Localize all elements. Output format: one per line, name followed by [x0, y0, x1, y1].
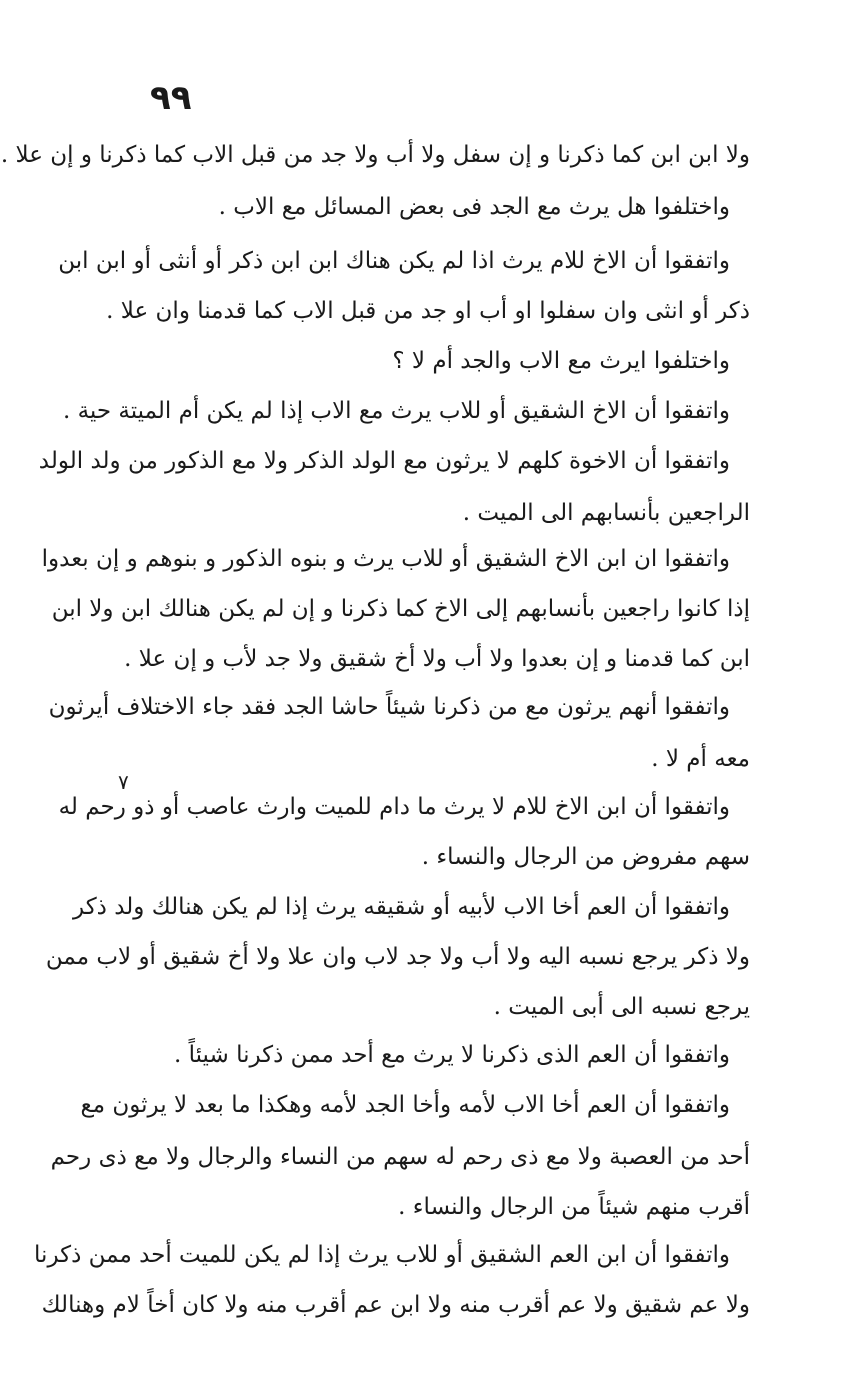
text-line: واتفقوا أن ابن العم الشقيق أو للاب يرث إذا لم يكن للميت أحد ممن ذكرنا	[34, 1242, 730, 1268]
text-line: ولا عم شقيق ولا عم أقرب منه ولا ابن عم أقرب منه ولا كان أخاً لام وهنالك	[41, 1292, 750, 1318]
text-line: سهم مفروض من الرجال والنساء .	[421, 844, 750, 870]
text-line: واتفقوا أن الاخ للام يرث اذا لم يكن هناك ابن ابن ذكر أو أنثى أو ابن ابن	[58, 248, 730, 274]
text-line: واختلفوا هل يرث مع الجد فى بعض المسائل مع الاب .	[218, 194, 730, 220]
text-line: واتفقوا أن العم أخا الاب لأمه وأخا الجد لأمه وهكذا ما بعد لا يرثون مع	[80, 1092, 730, 1118]
text-line: واختلفوا ايرث مع الاب والجد أم لا ؟	[392, 348, 730, 374]
text-line: واتفقوا أن الاخوة كلهم لا يرثون مع الولد الذكر ولا مع الذكور من ولد الولد	[38, 448, 730, 474]
text-line: إذا كانوا راجعين بأنسابهم إلى الاخ كما ذكرنا و إن لم يكن هنالك ابن ولا ابن	[51, 596, 750, 622]
text-line: أقرب منهم شيئاً من الرجال والنساء .	[398, 1194, 750, 1220]
text-line: ولا ابن ابن كما ذكرنا و إن سفل ولا أب ولا جد من قبل الاب كما ذكرنا و إن علا .	[0, 142, 750, 168]
text-line: أحد من العصبة ولا مع ذى رحم له سهم من النساء والرجال ولا مع ذى رحم	[50, 1144, 750, 1170]
text-line: واتفقوا ان ابن الاخ الشقيق أو للاب يرث و بنوه الذكور و بنوهم و إن بعدوا	[41, 546, 730, 572]
page-number: ٩٩	[150, 78, 192, 118]
text-line: ذكر أو انثى وان سفلوا او أب او جد من قبل الاب كما قدمنا وان علا .	[106, 298, 750, 324]
text-line: يرجع نسبه الى أبى الميت .	[493, 994, 750, 1020]
text-line: ولا ذكر يرجع نسبه اليه ولا أب ولا جد لاب وان علا ولا أخ شقيق أو لاب ممن	[45, 944, 750, 970]
text-line: ابن كما قدمنا و إن بعدوا ولا أب ولا أخ شقيق ولا جد لأب و إن علا .	[124, 646, 750, 672]
text-line: واتفقوا أنهم يرثون مع من ذكرنا شيئاً حاشا الجد فقد جاء الاختلاف أيرثون	[48, 694, 730, 720]
text-line: واتفقوا أن ابن الاخ للام لا يرث ما دام للميت وارث عاصب أو ذو رحم له	[58, 794, 730, 820]
margin-mark: ٧	[118, 770, 129, 794]
text-line: واتفقوا أن العم أخا الاب لأبيه أو شقيقه يرث إذا لم يكن هنالك ولد ذكر	[73, 894, 730, 920]
text-line: الراجعين بأنسابهم الى الميت .	[462, 500, 750, 526]
text-line: معه أم لا .	[651, 746, 750, 772]
text-line: واتفقوا أن الاخ الشقيق أو للاب يرث مع الاب إذا لم يكن أم الميتة حية .	[62, 398, 730, 424]
text-line: واتفقوا أن العم الذى ذكرنا لا يرث مع أحد ممن ذكرنا شيئاً .	[173, 1042, 730, 1068]
